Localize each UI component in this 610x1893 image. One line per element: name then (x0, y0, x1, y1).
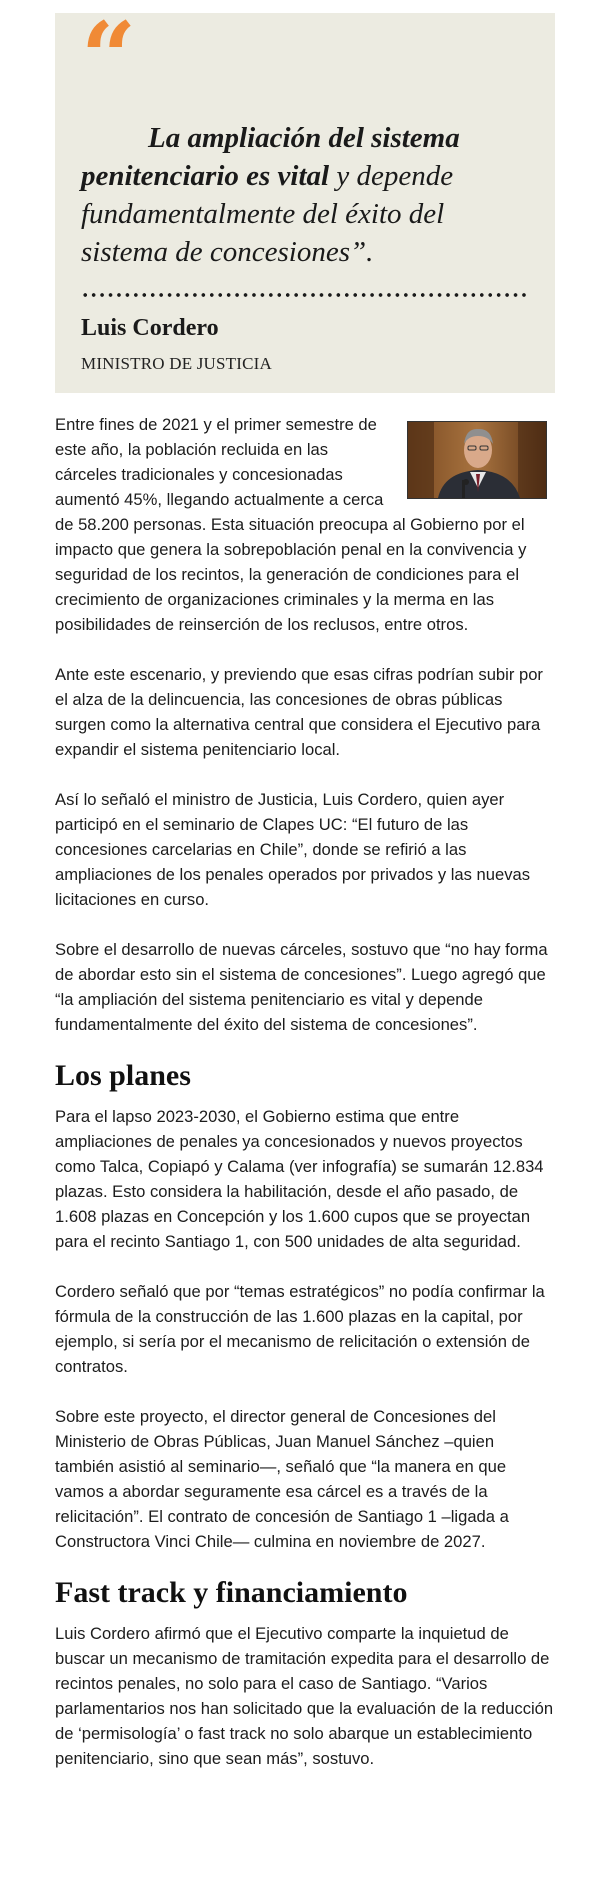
paragraph-planes-1: Para el lapso 2023-2030, el Gobierno estima que entre ampliaciones de penales ya concesionados y nuevos proyectos como Talca, Copiapó y Calama (ver infografía) se sumarán 12.834 plazas. Esto considera la habilitación, desde el año pasado, de 1.608 plazas en Concepción y los 1.600 cupos que se proyectan para el recinto Santiago 1, con 500 unidades de alta seguridad. (55, 1107, 544, 1251)
paragraph-intro-4: Sobre el desarrollo de nuevas cárceles, sostuvo que “no hay forma de abordar esto sin el sistema de concesiones”. Luego agregó que “la ampliación del sistema penitenciario es vital y depende fundamentalmente del éxito del sistema de concesiones”. (55, 940, 548, 1034)
article-container (55, 13, 555, 1796)
heading-fast-track: Fast track y financiamiento (55, 1576, 408, 1609)
paragraph-planes-3: Sobre este proyecto, el director general de Concesiones del Ministerio de Obras Públicas, Juan Manuel Sánchez –quien también asistió al seminario—, señaló que “la manera en que vamos a abordar seguramente esa cárcel es a través de la relicitación”. El contrato de concesión de Santiago 1 –ligada a Constructora Vinci Chile— culmina en noviembre de 2027. (55, 1407, 509, 1551)
pull-quote-bold: La ampliación del sistema penitenciario es vital (81, 122, 460, 192)
pull-quote-text (81, 119, 529, 271)
paragraph-intro-3: Así lo señaló el ministro de Justicia, Luis Cordero, quien ayer participó en el seminario de Clapes UC: “El futuro de las concesiones carcelarias en Chile”, donde se refirió a las ampliaciones de los penales operados por privados y las nuevas licitaciones en curso. (55, 790, 531, 909)
paragraph-planes-2: Cordero señaló que por “temas estratégicos” no podía confirmar la fórmula de la construcción de las 1.600 plazas en la capital, por ejemplo, si sería por el mecanismo de relicitación o extensión de contratos. (55, 1282, 545, 1376)
quote-author: Luis Cordero (81, 315, 219, 341)
pull-quote-rest: y depende fundamentalmente del éxito del sistema de concesiones”. (81, 160, 454, 268)
quote-author-role: MINISTRO DE JUSTICIA (81, 354, 272, 373)
paragraph-intro-1: Entre fines de 2021 y el primer semestre de este año, la población recluida en las cárceles tradicionales y concesionadas aumentó 45%, llegando actualmente a cerca de 58.200 personas. Esta situación preocupa al Gobierno por el impacto que genera la sobrepoblación penal en la convivencia y seguridad de los recintos, la generación de condiciones para el crecimiento de organizaciones criminales y la merma en las posibilidades de reinserción de los reclusos, entre otros. (55, 415, 527, 634)
pull-quote-box (55, 13, 555, 393)
paragraph-fast-track-1: Luis Cordero afirmó que el Ejecutivo comparte la inquietud de buscar un mecanismo de tramitación expedita para el desarrollo de recintos penales, no solo para el caso de Santiago. “Varios parlamentarios nos han solicitado que la evaluación de la reducción de ‘permisología’ o fast track no solo abarque un establecimiento penitenciario, sino que sean más”, sostuvo. (55, 1624, 554, 1768)
paragraph-intro-2: Ante este escenario, y previendo que esas cifras podrían subir por el alza de la delincuencia, las concesiones de obras públicas surgen como la alternativa central que considera el Ejecutivo para expandir el sistema penitenciario local. (55, 665, 543, 759)
minister-photo (407, 421, 547, 499)
quote-mark-icon: “ (81, 13, 137, 99)
heading-los-planes: Los planes (55, 1059, 191, 1092)
article-body (55, 412, 555, 1771)
dotted-divider (81, 293, 529, 297)
